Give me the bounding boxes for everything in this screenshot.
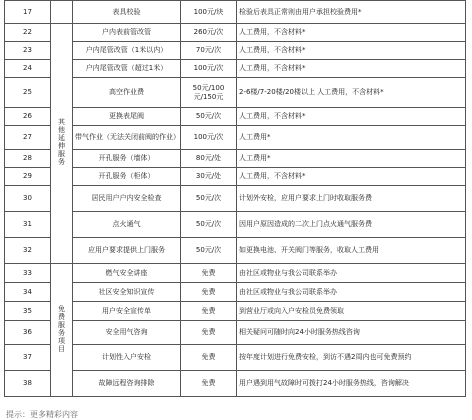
table-row — [5, 302, 466, 321]
category-cell-free — [51, 264, 73, 397]
table-row — [5, 238, 466, 264]
service-item: 高空作业费 — [73, 78, 181, 108]
service-price: 免费 — [181, 345, 237, 371]
table-row — [5, 108, 466, 126]
service-note: 到营业厅或向入户安检员免费领取 — [237, 302, 466, 321]
row-number: 25 — [5, 78, 51, 108]
row-number: 26 — [5, 108, 51, 126]
service-item: 社区安全知识宣传 — [73, 283, 181, 302]
row-number: 27 — [5, 126, 51, 150]
service-note: 人工费用，不含材料* — [237, 60, 466, 78]
table-row — [5, 186, 466, 212]
service-price: 50元/次 — [181, 212, 237, 238]
row-number: 30 — [5, 186, 51, 212]
service-price: 免费 — [181, 302, 237, 321]
service-note: 由社区或物业与我公司联系举办 — [237, 283, 466, 302]
row-number: 28 — [5, 150, 51, 168]
category-label: 其他延伸服务 — [57, 118, 66, 166]
row-number: 35 — [5, 302, 51, 321]
service-price: 免费 — [181, 371, 237, 397]
service-note: 2-6楼/7-20楼/20楼以上 人工费用，不含材料* — [237, 78, 466, 108]
service-item: 户内尾管改管（1米以内） — [73, 42, 181, 60]
service-price: 100元/块 — [181, 1, 237, 24]
service-item: 带气作业（无法关闭前阀的作业） — [73, 126, 181, 150]
service-item: 故障远程咨询排除 — [73, 371, 181, 397]
service-item: 安全用气咨询 — [73, 321, 181, 345]
table-row — [5, 168, 466, 186]
service-note: 由社区或物业与我公司联系举办 — [237, 264, 466, 283]
row-number: 36 — [5, 321, 51, 345]
fee-table — [4, 0, 466, 397]
service-note: 如更换电池、开关阀门等服务，收取人工费用 — [237, 238, 466, 264]
service-price: 免费 — [181, 283, 237, 302]
service-note: 人工费用* — [237, 150, 466, 168]
table-row — [5, 126, 466, 150]
category-cell-extended — [51, 24, 73, 264]
row-number: 23 — [5, 42, 51, 60]
table-row — [5, 150, 466, 168]
table-row — [5, 78, 466, 108]
service-price: 50元/次 — [181, 238, 237, 264]
service-note: 因用户原因造成的二次上门点火通气服务费 — [237, 212, 466, 238]
service-price: 30元/处 — [181, 168, 237, 186]
service-item: 居民用户户内安全检查 — [73, 186, 181, 212]
table-row — [5, 283, 466, 302]
service-item: 计划性入户安检 — [73, 345, 181, 371]
service-note: 按年度计划进行免费安检，到访不遇2周内也可免费预约 — [237, 345, 466, 371]
service-note: 检验后表具正常则由用户承担校验费用* — [237, 1, 466, 24]
service-note: 用户遇到用气故障时可拨打24小时服务热线，咨询解决 — [237, 371, 466, 397]
service-item: 开孔服务（墙体） — [73, 150, 181, 168]
category-cell-blank — [51, 1, 73, 24]
service-note: 人工费用，不含材料* — [237, 168, 466, 186]
service-item: 应用户要求提供上门服务 — [73, 238, 181, 264]
service-price: 50元/次 — [181, 186, 237, 212]
service-price: 260元/次 — [181, 24, 237, 42]
row-number: 29 — [5, 168, 51, 186]
service-price: 50元/次 — [181, 108, 237, 126]
table-row — [5, 1, 466, 24]
table-row — [5, 321, 466, 345]
table-row — [5, 371, 466, 397]
service-item: 户内表前管改管 — [73, 24, 181, 42]
table-row — [5, 345, 466, 371]
row-number: 34 — [5, 283, 51, 302]
service-note: 人工费用* — [237, 126, 466, 150]
service-item: 表具校验 — [73, 1, 181, 24]
row-number: 38 — [5, 371, 51, 397]
service-price: 50元/100元/150元 — [181, 78, 237, 108]
row-number: 33 — [5, 264, 51, 283]
service-price: 免费 — [181, 264, 237, 283]
table-row — [5, 42, 466, 60]
category-label: 免费服务项目 — [57, 304, 66, 353]
service-note: 相关疑问可随时向24小时服务热线咨询 — [237, 321, 466, 345]
service-note: 人工费用，不含材料* — [237, 108, 466, 126]
service-price: 100元/次 — [181, 60, 237, 78]
service-item: 点火通气 — [73, 212, 181, 238]
row-number: 32 — [5, 238, 51, 264]
footer-caption: 提示：更多精彩内容 — [6, 410, 78, 419]
table-row — [5, 264, 466, 283]
table-row — [5, 24, 466, 42]
service-note: 人工费用，不含材料* — [237, 42, 466, 60]
service-item: 户内尾管改管（超过1米） — [73, 60, 181, 78]
table-row — [5, 60, 466, 78]
table-row — [5, 212, 466, 238]
service-note: 人工费用，不含材料* — [237, 24, 466, 42]
service-note: 计划外安检，应用户要求上门时收取服务费 — [237, 186, 466, 212]
row-number: 17 — [5, 1, 51, 24]
service-price: 70元/次 — [181, 42, 237, 60]
service-price: 免费 — [181, 321, 237, 345]
service-price: 80元/处 — [181, 150, 237, 168]
service-item: 用户安全宣传单 — [73, 302, 181, 321]
row-number: 22 — [5, 24, 51, 42]
row-number: 31 — [5, 212, 51, 238]
service-item: 燃气安全讲座 — [73, 264, 181, 283]
service-price: 100元/次 — [181, 126, 237, 150]
row-number: 37 — [5, 345, 51, 371]
service-item: 更换表尾阀 — [73, 108, 181, 126]
row-number: 24 — [5, 60, 51, 78]
service-item: 开孔服务（柜体） — [73, 168, 181, 186]
